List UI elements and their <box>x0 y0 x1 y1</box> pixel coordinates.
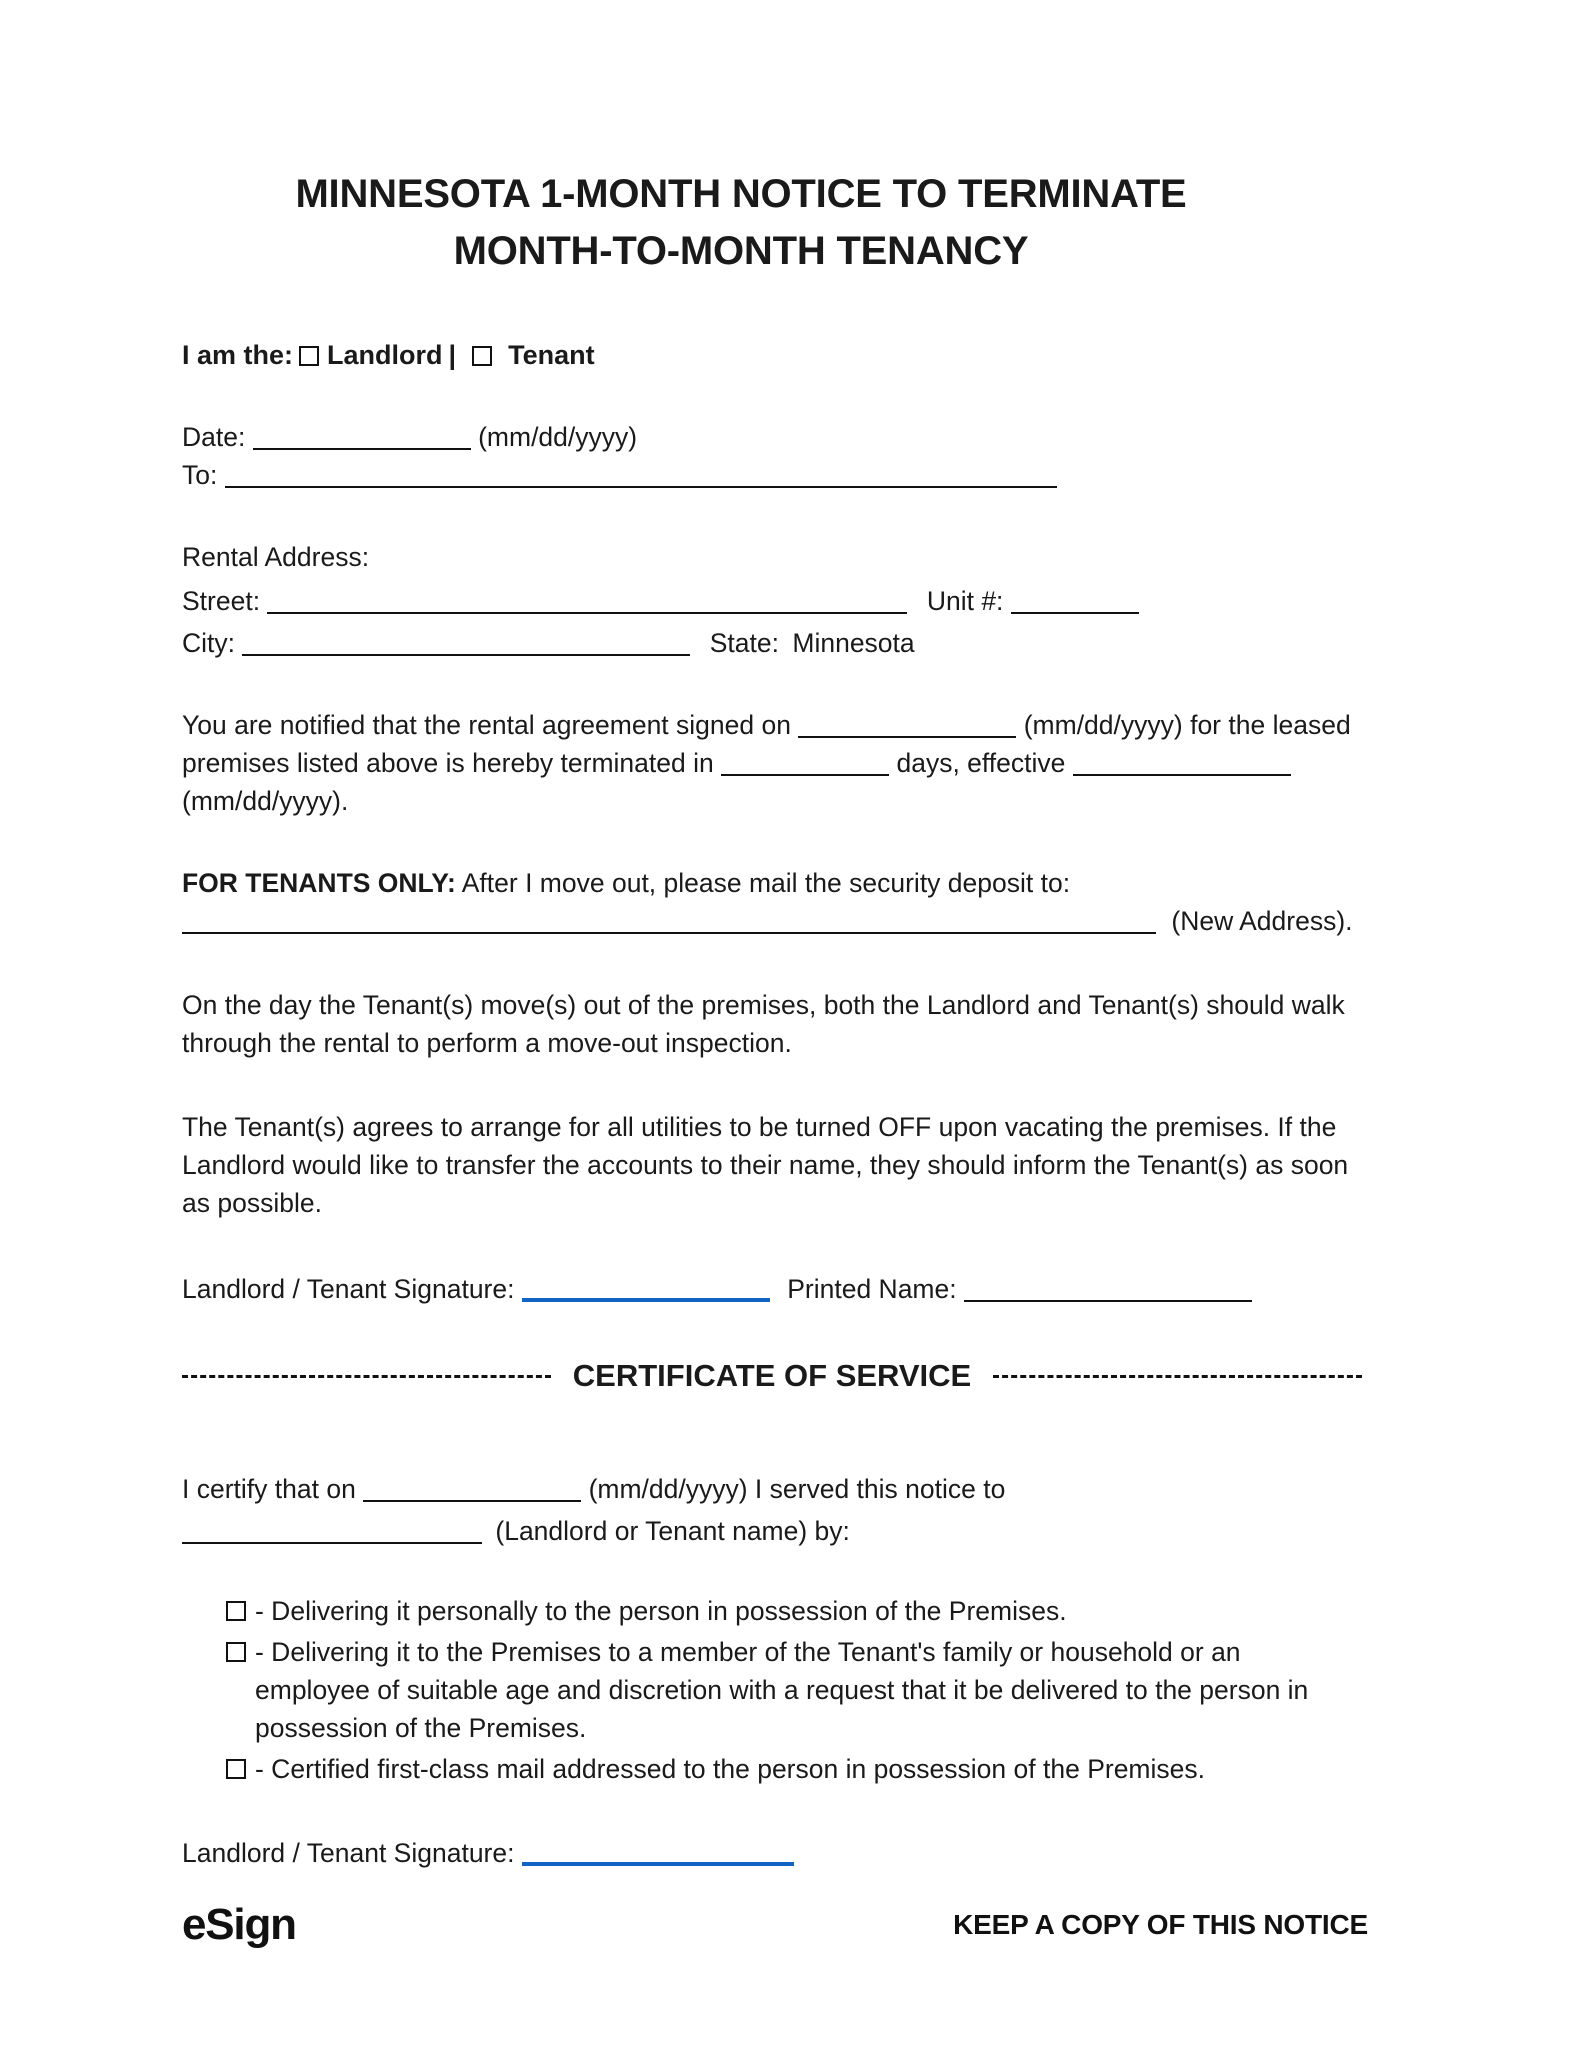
delivery-option-2-label: - Delivering it to the Premises to a member of the Tenant's family or household or an employee of suitable age and discretion with a request that it be delivered to the person in possession of the Premises. <box>255 1636 1309 1743</box>
effective-date-blank[interactable] <box>1073 755 1291 776</box>
new-address-row <box>182 902 1368 940</box>
certify-row-2 <box>182 1512 1368 1550</box>
rental-address-block <box>182 538 1368 662</box>
notice-part-5: (mm/dd/yyyy). <box>182 785 349 816</box>
title-line-1: MINNESOTA 1-MONTH NOTICE TO TERMINATE <box>295 172 1187 216</box>
tenants-only-block <box>182 864 1368 940</box>
delivery-options-list <box>226 1592 1368 1788</box>
date-to-block <box>182 418 1368 494</box>
delivery-option-3[interactable] <box>226 1750 1368 1788</box>
certificate-of-service-divider <box>182 1358 1362 1394</box>
checkbox-landlord[interactable] <box>299 346 319 366</box>
unit-label: Unit #: <box>926 585 1004 616</box>
printed-name-label: Printed Name: <box>787 1273 957 1304</box>
city-state-row <box>182 624 1368 662</box>
signature-label: Landlord / Tenant Signature: <box>182 1273 515 1304</box>
unit-input-blank[interactable] <box>1011 593 1139 614</box>
page-footer <box>182 1900 1368 1950</box>
checkbox-delivery-personal[interactable] <box>226 1601 246 1621</box>
certificate-title: CERTIFICATE OF SERVICE <box>572 1357 972 1393</box>
street-label: Street: <box>182 585 261 616</box>
date-row <box>182 418 1368 456</box>
new-address-caption: (New Address). <box>1171 905 1353 936</box>
served-name-blank[interactable] <box>182 1523 482 1544</box>
street-row <box>182 582 1368 620</box>
checkbox-tenant[interactable] <box>472 346 492 366</box>
notice-part-4: days, effective <box>896 747 1066 778</box>
to-input-blank[interactable] <box>225 467 1057 488</box>
checkbox-delivery-household[interactable] <box>226 1642 246 1662</box>
tenants-only-text: After I move out, please mail the security deposit to: <box>461 867 1071 898</box>
divider-dashes-right <box>993 1375 1362 1378</box>
certify-row-1 <box>182 1470 1368 1508</box>
state-value: Minnesota <box>792 627 915 658</box>
notice-part-1: You are notified that the rental agreement signed on <box>182 709 791 740</box>
certify-part-3: (Landlord or Tenant name) by: <box>495 1515 850 1546</box>
certify-date-blank[interactable] <box>363 1481 581 1502</box>
keep-copy-notice: KEEP A COPY OF THIS NOTICE <box>953 1909 1368 1940</box>
tenants-only-label: FOR TENANTS ONLY: <box>182 867 456 898</box>
move-out-inspection-paragraph: On the day the Tenant(s) move(s) out of the premises, both the Landlord and Tenant(s) should walk through the rental to perform a move-out inspection. <box>182 989 1345 1058</box>
role-landlord-label: Landlord <box>327 339 443 370</box>
certify-block <box>182 1470 1368 1550</box>
bottom-signature-label: Landlord / Tenant Signature: <box>182 1837 515 1868</box>
date-label: Date: <box>182 421 246 452</box>
page-title <box>202 166 1280 280</box>
signed-date-blank[interactable] <box>798 717 1016 738</box>
notice-part-2: (mm/dd/yyyy) for <box>1023 709 1222 740</box>
street-input-blank[interactable] <box>267 593 907 614</box>
delivery-option-1[interactable] <box>226 1592 1368 1630</box>
document-body <box>182 0 1368 1872</box>
checkbox-delivery-certified-mail[interactable] <box>226 1759 246 1779</box>
city-label: City: <box>182 627 235 658</box>
role-label: I am the: <box>182 339 294 370</box>
printed-name-blank[interactable] <box>964 1281 1252 1302</box>
delivery-option-2[interactable] <box>226 1633 1368 1747</box>
esign-logo: eSign <box>182 1900 296 1949</box>
days-blank[interactable] <box>721 755 889 776</box>
date-input-blank[interactable] <box>253 429 471 450</box>
to-label: To: <box>182 459 218 490</box>
notice-part-3: the leased premises listed above is hereby terminated in <box>182 709 1351 778</box>
new-address-blank[interactable] <box>182 913 1156 934</box>
bottom-signature-blank[interactable] <box>522 1843 794 1866</box>
bottom-signature-row <box>182 1834 1368 1872</box>
role-selection-row <box>182 336 1368 374</box>
utilities-paragraph: The Tenant(s) agrees to arrange for all utilities to be turned OFF upon vacating the premises. If the Landlord would like to transfer the accounts to their name, they should inform the Tenant(s) as soon as possible. <box>182 1111 1349 1218</box>
delivery-option-1-label: - Delivering it personally to the person in possession of the Premises. <box>255 1595 1067 1626</box>
certify-part-2: (mm/dd/yyyy) I served this notice to <box>588 1473 1006 1504</box>
signature-blank[interactable] <box>522 1279 770 1302</box>
tenants-only-line <box>182 864 1368 902</box>
city-input-blank[interactable] <box>242 635 690 656</box>
role-separator: | <box>448 339 457 370</box>
certify-part-1: I certify that on <box>182 1473 356 1504</box>
signature-row <box>182 1270 1368 1308</box>
title-line-2: MONTH-TO-MONTH TENANCY <box>453 228 1029 273</box>
state-label: State: <box>709 627 779 658</box>
date-format-hint: (mm/dd/yyyy) <box>478 421 638 452</box>
delivery-option-3-label: - Certified first-class mail addressed to the person in possession of the Premises. <box>255 1753 1205 1784</box>
divider-dashes-left <box>182 1375 551 1378</box>
notice-paragraph <box>182 706 1368 820</box>
rental-address-heading: Rental Address: <box>182 541 370 572</box>
role-tenant-label: Tenant <box>508 339 595 370</box>
to-row <box>182 456 1368 494</box>
